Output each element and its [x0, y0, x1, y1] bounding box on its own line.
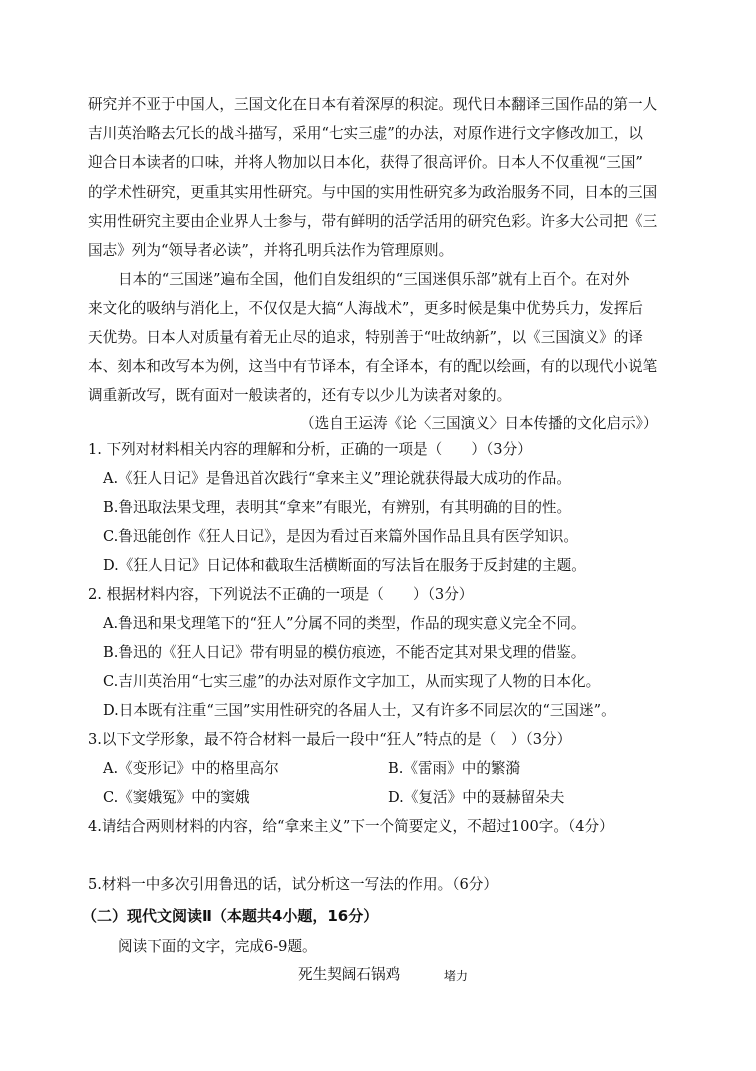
passage-line: 实用性研究主要由企业界人士参与，带有鲜明的活学活用的研究色彩。许多大公司把《三: [88, 213, 658, 230]
passage-line: 来文化的吸纳与消化上，不仅仅是大搞“人海战术”，更多时候是集中优势兵力，发挥后: [88, 300, 643, 317]
question-2-option-d: D.日本既有注重“三国”实用性研究的各届人士，又有许多不同层次的“三国迷”。: [103, 702, 616, 719]
passage-line: 调重新改写，既有面对一般读者的，还有专以少儿为读者对象的。: [88, 387, 512, 404]
question-2-stem: 2. 根据材料内容，下列说法不正确的一项是（ ）（3分）: [88, 586, 474, 603]
article-author: 堵力: [444, 969, 469, 983]
passage-line: 迎合日本读者的口味，并将人物加以日本化，获得了很高评价。日本人不仅重视“三国”: [88, 154, 643, 171]
passage-line: 天优势。日本人对质量有着无止尽的追求，特别善于“吐故纳新”，以《三国演义》的译: [88, 329, 643, 346]
question-2-option-a: A.鲁迅和果戈理笔下的“狂人”分属不同的类型，作品的现实意义完全不同。: [103, 615, 586, 632]
question-3-stem: 3.以下文学形象，最不符合材料一最后一段中“狂人”特点的是（ ）（3分）: [88, 731, 572, 748]
passage-line: 国志》列为“领导者必读”，并将孔明兵法作为管理原则。: [88, 242, 454, 259]
article-title: 死生契阔石锅鸡: [298, 966, 401, 983]
question-1-option-c: C.鲁迅能创作《狂人日记》，是因为看过百来篇外国作品且具有医学知识。: [103, 528, 578, 545]
question-3-option-c: C.《窦娥冤》中的窦娥: [103, 789, 250, 806]
question-4-stem: 4.请结合两则材料的内容，给“拿来主义”下一个简要定义，不超过100字。（4分）: [88, 818, 614, 835]
question-1-option-d: D.《狂人日记》日记体和截取生活横断面的写法旨在服务于反封建的主题。: [103, 557, 586, 574]
question-3-option-b: B.《雷雨》中的繁漪: [388, 760, 521, 777]
passage-line: 的学术性研究，更重其实用性研究。与中国的实用性研究多为政治服务不同，日本的三国: [88, 184, 658, 201]
passage-line: 本、刻本和改写本为例，这当中有节译本，有全译本，有的配以绘画，有的以现代小说笔: [88, 358, 658, 375]
question-1-option-a: A.《狂人日记》是鲁迅首次践行“拿来主义”理论就获得最大成功的作品。: [103, 470, 571, 487]
question-2-option-c: C.吉川英治用“七实三虚”的办法对原作文字加工，从而实现了人物的日本化。: [103, 673, 601, 690]
passage-source: （选自王运涛《论〈三国演义〉日本传播的文化启示》）: [300, 415, 658, 432]
question-5-stem: 5.材料一中多次引用鲁迅的话，试分析这一写法的作用。（6分）: [88, 876, 498, 893]
section-heading: （二）现代文阅读Ⅱ（本题共4小题，16分）: [82, 907, 379, 925]
question-3-option-a: A.《变形记》中的格里高尔: [103, 760, 279, 777]
passage-line: 日本的“三国迷”遍布全国，他们自发组织的“三国迷俱乐部”就有上百个。在对外: [118, 271, 630, 288]
question-2-option-b: B.鲁迅的《狂人日记》带有明显的模仿痕迹，不能否定其对果戈理的借鉴。: [103, 644, 586, 661]
question-3-option-d: D.《复活》中的聂赫留朵夫: [388, 789, 565, 806]
question-1-stem: 1. 下列对材料相关内容的理解和分析，正确的一项是（ ）（3分）: [88, 441, 532, 458]
question-1-option-b: B.鲁迅取法果戈理，表明其“拿来”有眼光，有辨别，有其明确的目的性。: [103, 499, 572, 516]
passage-line: 研究并不亚于中国人，三国文化在日本有着深厚的积淀。现代日本翻译三国作品的第一人: [88, 96, 658, 113]
section-instruction: 阅读下面的文字，完成6-9题。: [118, 938, 317, 955]
passage-line: 吉川英治略去冗长的战斗描写，采用“七实三虚”的办法，对原作进行文字修改加工，以: [88, 125, 643, 142]
